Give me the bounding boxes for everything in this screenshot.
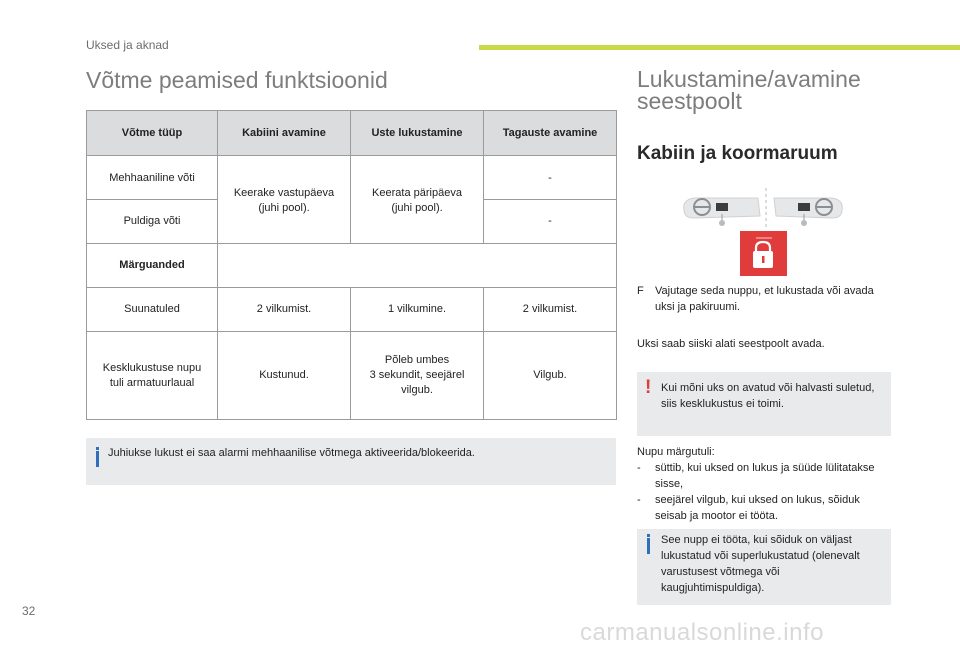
table-header-row (87, 111, 617, 156)
door-lock-cell (351, 156, 484, 244)
turn-value: 2 vilkumist. (484, 288, 617, 332)
dash-marker: - (637, 462, 641, 474)
table-header: Kabiini avamine (218, 111, 351, 156)
paragraph: Uksi saab siiski alati seestpoolt avada. (637, 338, 825, 350)
cell-line: (juhi pool). (391, 202, 443, 214)
indicator-heading: Nupu märgutuli: (637, 446, 715, 458)
cell-line: Keerata päripäeva (372, 187, 462, 199)
dashboard-left-panel (684, 198, 760, 226)
watermark: carmanualsonline.info (580, 619, 824, 646)
page-number: 32 (22, 604, 36, 618)
info-icon (647, 538, 650, 554)
info-note-text: Juhiukse lukust ei saa alarmi mehhaanilise võtmega aktiveerida/blokeerida. (108, 447, 475, 459)
dashboard-right-panel (774, 198, 842, 226)
cell-line: 3 sekundit, seejärel (369, 369, 465, 381)
cell-line: vilgub. (401, 384, 433, 396)
rear-open-mechanical: - (484, 156, 617, 200)
list-item (637, 492, 891, 524)
dashboard-illustration (680, 186, 850, 278)
cell-line: (juhi pool). (258, 202, 310, 214)
central-lock-label (87, 332, 218, 420)
bullet-text: Vajutage seda nuppu, et lukustada või avada uksi ja pakiruumi. (655, 285, 874, 313)
central-cabin-value: Kustunud. (218, 332, 351, 420)
info-note-text: See nupp ei tööta, kui sõiduk on väljast lukustatud või superlukustatud (olenevalt varustusest võtmega või kaugjuhtimispuldiga). (661, 534, 860, 594)
central-lock-value (351, 332, 484, 420)
central-rear-value: Vilgub. (484, 332, 617, 420)
turn-value: 1 vilkumine. (351, 288, 484, 332)
title-line: Lukustamine/avamine (637, 66, 861, 92)
cell-line: Kesklukustuse nupu (102, 361, 202, 374)
dash-marker: - (637, 494, 641, 506)
row-mechanical-key: Mehhaaniline võti (87, 156, 218, 200)
table-row (87, 332, 617, 420)
key-functions-table (86, 110, 617, 420)
table-header: Võtme tüüp (87, 111, 218, 156)
list-item-text: süttib, kui uksed on lukus ja süüde lülitatakse sisse, (655, 462, 875, 490)
cabin-open-cell (218, 156, 351, 244)
list-item-text: seejärel vilgub, kui uksed on lukus, sõiduk seisab ja mootor ei tööta. (655, 494, 860, 522)
warning-icon: ! (645, 377, 652, 398)
turn-value: 2 vilkumist. (218, 288, 351, 332)
cell-line: tuli armatuurlaual (109, 376, 195, 389)
signals-empty (218, 244, 617, 288)
rear-open-remote: - (484, 200, 617, 244)
signals-label: Märguanded (87, 244, 218, 288)
left-title: Võtme peamised funktsioonid (86, 67, 388, 93)
bullet-symbol: F (637, 285, 644, 297)
right-subtitle: Kabiin ja koormaruum (637, 143, 838, 164)
section-label: Uksed ja aknad (86, 38, 169, 52)
indicator-section (637, 444, 891, 524)
title-line: seestpoolt (637, 88, 742, 114)
warning-text: Kui mõni uks on avatud või halvasti suletud, siis kesklukustus ei toimi. (661, 382, 875, 410)
info-icon (96, 451, 99, 467)
table-row (87, 288, 617, 332)
table-row (87, 244, 617, 288)
list-item (637, 460, 891, 492)
cell-line: Keerake vastupäeva (233, 187, 335, 199)
lock-button-icon (740, 231, 787, 276)
table-row (87, 156, 617, 200)
table-header: Uste lukustamine (351, 111, 484, 156)
right-title (637, 68, 861, 112)
accent-bar (479, 45, 960, 50)
cell-line: Põleb umbes (384, 354, 450, 366)
table-header: Tagauste avamine (484, 111, 617, 156)
row-remote-key: Puldiga võti (87, 200, 218, 244)
turn-signals-label: Suunatuled (87, 288, 218, 332)
